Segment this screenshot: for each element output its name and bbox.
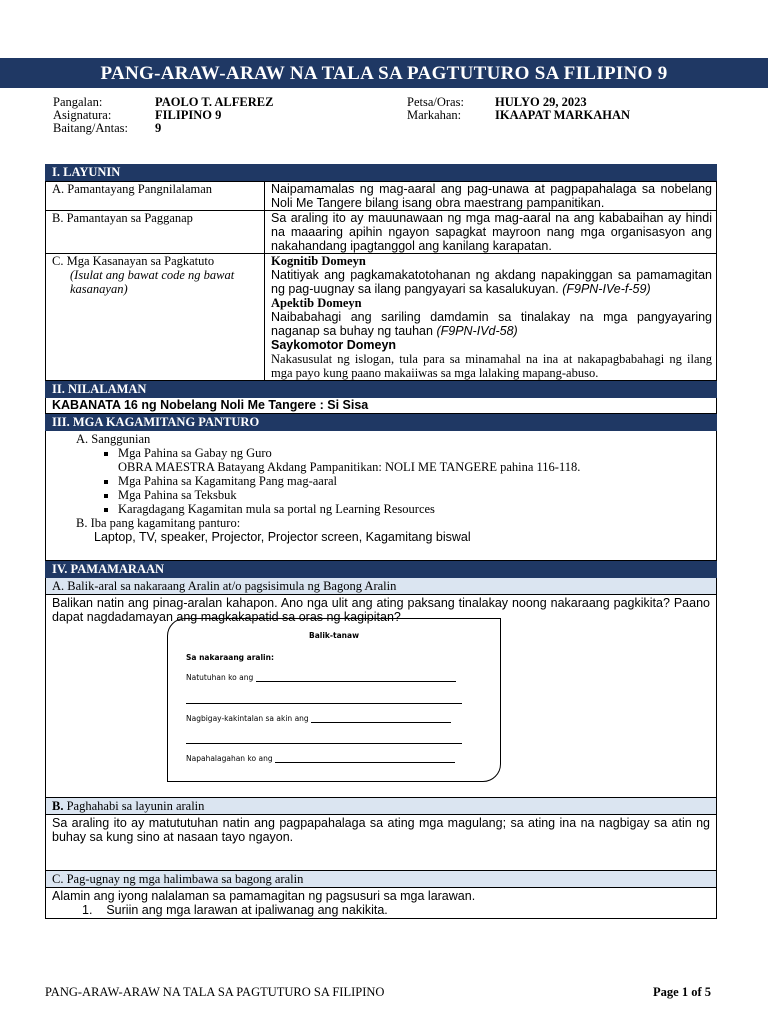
balik-aral-text: Balikan natin ang pinag-aralan kahapon. Ano nga ulit ang ating paksang tinalakay noong nakaraang pagkikita? Paano dapat nagdadamayan ang magkakapatid sa oras ng kagipitan? <box>52 596 710 624</box>
sanggunian-label: A. Sanggunian <box>76 432 151 446</box>
balik-aral-heading: A. Balik-aral sa nakaraang Aralin at/o pagsisimula ng Bagong Aralin <box>45 578 717 595</box>
napahalagahan-line: Napahalagahan ko ang <box>186 754 455 763</box>
kagamitan-header: III. MGA KAGAMITANG PANTURO <box>45 414 717 431</box>
kagamitan-box <box>45 431 717 561</box>
nagbigay-kakintalan-line: Nagbigay-kakintalan sa akin ang <box>186 714 451 723</box>
apektib-heading: Apektib Domeyn <box>271 296 362 310</box>
balik-tanaw-title: Balik-tanaw <box>309 631 359 640</box>
sanggunian-list <box>76 446 710 460</box>
sanggunian-list-more <box>76 474 710 516</box>
page-number: Page 1 of 5 <box>653 985 711 999</box>
markahan-label: Markahan: <box>407 108 462 122</box>
list-item: ▪ Karagdagang Kagamitan mula sa portal ng Learning Resources <box>118 502 710 516</box>
kasanayan-label: C. Mga Kasanayan sa Pagkatuto <box>52 254 215 268</box>
pamantayang-pangnilalaman-row <box>46 182 717 211</box>
pamantayang-pangnilalaman-label: A. Pamantayang Pangnilalaman <box>46 182 265 211</box>
footer-title: PANG-ARAW-ARAW NA TALA SA PAGTUTURO SA FILIPINO <box>45 985 385 999</box>
iba-pang-kagamitan-text: Laptop, TV, speaker, Projector, Projector screen, Kagamitang biswal <box>94 530 471 544</box>
pangalan-label: Pangalan: <box>53 95 103 109</box>
iba-pang-kagamitan-label: B. Iba pang kagamitang panturo: <box>76 516 241 530</box>
pangalan-value: PAOLO T. ALFEREZ <box>155 95 274 109</box>
balik-tanaw-subtitle: Sa nakaraang aralin: <box>186 653 274 662</box>
blank-line <box>186 735 462 744</box>
pamantayan-pagganap-text: Sa araling ito ay mauunawaan ng mga mag-aaral na ang kababaihan ay hindi na maaaring apihin ngayon sapagkat mayroon nang mga organisasyon ang nakahandang ipagtanggol ang kanilang karapatan. <box>265 211 717 254</box>
pag-ugnay-text: Alamin ang iyong nalalaman sa pamamagitan ng pagsusuri sa mga larawan. <box>52 889 476 903</box>
document-title: PANG-ARAW-ARAW NA TALA SA PAGTUTURO SA FILIPINO 9 <box>100 63 668 84</box>
lesson-plan-table <box>45 164 717 919</box>
kognitib-heading: Kognitib Domeyn <box>271 254 366 268</box>
kasanayan-note: (Isulat ang bawat code ng bawat kasanayan) <box>70 268 235 296</box>
asignatura-label: Asignatura: <box>53 108 112 122</box>
pamantayan-pagganap-label: B. Pamantayan sa Pagganap <box>46 211 265 254</box>
nilalaman-header: II. NILALAMAN <box>45 381 717 398</box>
paghahabi-text: Sa araling ito ay matututuhan natin ang pagpapahalaga sa ating mga magulang; sa ating ina na nagbigay sa atin ng buhay sa kung sino at nasaan tayo ngayon. <box>52 816 710 844</box>
pamamaraan-header: IV. PAMAMARAAN <box>45 561 717 578</box>
paghahabi-heading: B. Paghahabi sa layunin aralin <box>45 798 717 815</box>
pag-ugnay-heading: C. Pag-ugnay ng mga halimbawa sa bagong aralin <box>45 871 717 888</box>
pag-ugnay-box <box>45 888 717 919</box>
pamantayang-pangnilalaman-text: Naipamamalas ng mag-aaral ang pag-unawa at pagpapahalaga sa nobelang Noli Me Tangere bilang isang obra maestrang pampanitikan. <box>265 182 717 211</box>
kasanayan-content <box>265 254 717 381</box>
kognitib-code: (F9PN-IVe-f-59) <box>562 282 651 296</box>
layunin-table <box>45 181 717 381</box>
kasanayan-cell <box>46 254 265 381</box>
baitang-label: Baitang/Antas: <box>53 121 128 135</box>
paghahabi-letter: B. <box>52 799 64 813</box>
petsa-value: HULYO 29, 2023 <box>495 95 587 109</box>
natutuhan-line: Natutuhan ko ang <box>186 673 456 682</box>
apektib-text: Naibabahagi ang sariling damdamin sa tinalakay na mga pangyayaring naganap sa buhay ng tauhan (F9PN-IVd-58) <box>271 310 712 338</box>
list-item: ▪ Mga Pahina sa Kagamitang Pang mag-aaral <box>118 474 710 488</box>
saykomotor-text: Nakasusulat ng islogan, tula para sa minamahal na ina at nakapagbabahagi ng ilang mga payo kung paano makaiiwas sa mga lalaking mapang-abuso. <box>271 352 712 380</box>
saykomotor-heading: Saykomotor Domeyn <box>271 338 397 352</box>
teacher-info <box>0 0 768 140</box>
petsa-label: Petsa/Oras: <box>407 95 464 109</box>
blank-line <box>186 695 462 704</box>
baitang-value: 9 <box>155 121 162 135</box>
obra-maestra-ref: OBRA MAESTRA Batayang Akdang Pampanitikan: NOLI ME TANGERE pahina 116-118. <box>118 460 581 474</box>
layunin-header: I. LAYUNIN <box>45 164 717 181</box>
asignatura-value: FILIPINO 9 <box>155 108 222 122</box>
list-item: ▪ Mga Pahina sa Teksbuk <box>118 488 710 502</box>
nilalaman-text: KABANATA 16 ng Nobelang Noli Me Tangere : Si Sisa <box>45 398 717 414</box>
apektib-code: (F9PN-IVd-58) <box>436 324 518 338</box>
kognitib-text: Natitiyak ang pagkamakatotohanan ng akdang napakinggan sa pamamagitan ng pag-uugnay sa ilang pangyayari sa kasalukuyan. (F9PN-IVe-f-59) <box>271 268 712 296</box>
kasanayan-row <box>46 254 717 381</box>
markahan-value: IKAAPAT MARKAHAN <box>495 108 631 122</box>
paghahabi-box <box>45 815 717 871</box>
list-item: ▪ Mga Pahina sa Gabay ng Guro <box>118 446 710 460</box>
pag-ugnay-item: 1. Suriin ang mga larawan at ipaliwanag ang nakikita. <box>82 903 388 917</box>
pamantayan-pagganap-row <box>46 211 717 254</box>
balik-tanaw-worksheet <box>167 618 501 782</box>
